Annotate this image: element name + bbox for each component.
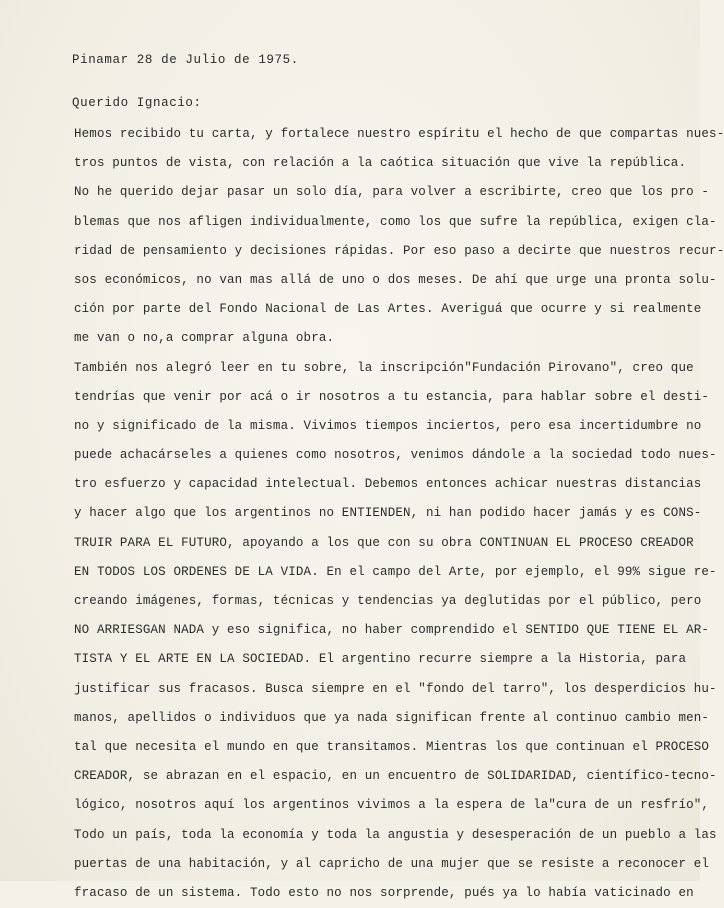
letter-line: manos, apellidos o individuos que ya nada significan frente al continuo cambio men- bbox=[74, 710, 710, 725]
letter-line: También nos alegró leer en tu sobre, la inscripción"Fundación Pirovano", creo que bbox=[74, 360, 694, 375]
letter-line: sos económicos, no van mas allá de uno o dos meses. De ahí que urge una pronta solu- bbox=[74, 272, 717, 287]
letter-body bbox=[74, 120, 724, 908]
letter-line: fracaso de un sistema. Todo esto no nos sorprende, pués ya lo había vaticinado en bbox=[74, 885, 694, 900]
letter-line: EN TODOS LOS ORDENES DE LA VIDA. En el campo del Arte, por ejemplo, el 99% sigue re- bbox=[74, 564, 717, 579]
letter-line: justificar sus fracasos. Busca siempre en el "fondo del tarro", los desperdicios hu- bbox=[74, 681, 717, 696]
letter-line: CREADOR, se abrazan en el espacio, en un encuentro de SOLIDARIDAD, científico-tecno- bbox=[74, 769, 717, 784]
letter-date: Pinamar 28 de Julio de 1975. bbox=[72, 53, 299, 67]
letter-line: tendrías que venir por acá o ir nosotros a tu estancia, para hablar sobre el desti- bbox=[74, 389, 710, 404]
letter-line: No he querido dejar pasar un solo día, para volver a escribirte, creo que los pro - bbox=[74, 185, 710, 200]
letter-line: me van o no,a comprar alguna obra. bbox=[74, 331, 335, 346]
letter-line: y hacer algo que los argentinos no ENTIENDEN, ni han podido hacer jamás y es CONS- bbox=[74, 506, 702, 521]
letter-line: puertas de una habitación, y al capricho de una mujer que se resiste a reconocer el bbox=[74, 856, 710, 871]
letter-line: tal que necesita el mundo en que transitamos. Mientras los que continuan el PROCESO bbox=[74, 739, 710, 754]
letter-line: Hemos recibido tu carta, y fortalece nuestro espíritu el hecho de que compartas nues- bbox=[74, 127, 724, 141]
letter-line: no y significado de la misma. Vivimos tiempos inciertos, pero esa incertidumbre no bbox=[74, 418, 702, 433]
letter-line: TRUIR PARA EL FUTURO, apoyando a los que con su obra CONTINUAN EL PROCESO CREADOR bbox=[74, 535, 694, 550]
letter-line: ción por parte del Fondo Nacional de Las Artes. Averiguá que ocurre y si realmente bbox=[74, 302, 702, 317]
letter-salutation: Querido Ignacio: bbox=[72, 96, 202, 110]
letter-line: ridad de pensamiento y decisiones rápidas. Por eso paso a decirte que nuestros recur- bbox=[74, 243, 724, 258]
letter-line: tros puntos de vista, con relación a la caótica situación que vive la república. bbox=[74, 156, 687, 171]
letter-line: tro esfuerzo y capacidad intelectual. Debemos entonces achicar nuestras distancias bbox=[74, 477, 702, 492]
letter-line: lógico, nosotros aquí los argentinos vivimos a la espera de la"cura de un resfrío", bbox=[74, 798, 710, 813]
letter-line: Todo un país, toda la economía y toda la angustia y desesperación de un pueblo a las bbox=[74, 827, 717, 842]
letter-line: creando imágenes, formas, técnicas y tendencias ya deglutidas por el público, pero bbox=[74, 594, 702, 608]
letter-line: NO ARRIESGAN NADA y eso significa, no haber comprendido el SENTIDO QUE TIENE EL AR- bbox=[74, 623, 710, 638]
letter-line: TISTA Y EL ARTE EN LA SOCIEDAD. El argentino recurre siempre a la Historia, para bbox=[74, 652, 687, 667]
letter-line: blemas que nos afligen individualmente, como los que sufre la república, exigen cla- bbox=[74, 214, 717, 229]
letter-line: puede achacárseles a quienes como nosotros, venimos dándole a la sociedad todo nues- bbox=[74, 448, 717, 463]
